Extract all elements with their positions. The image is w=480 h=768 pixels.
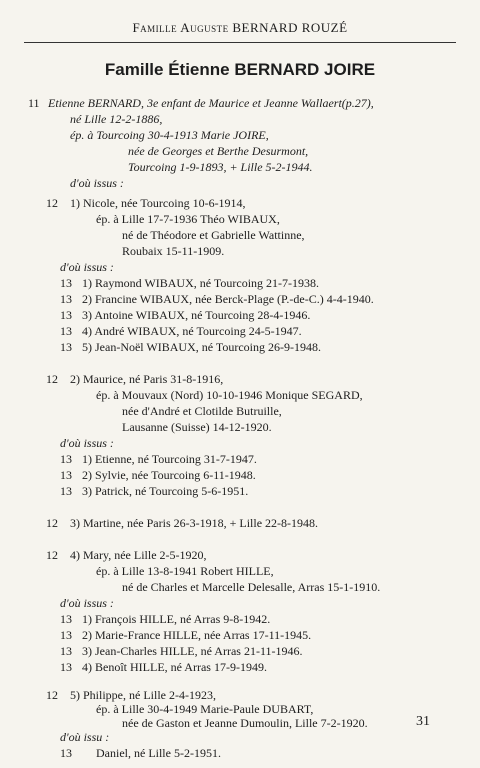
child-entry: 5) Jean-Noël WIBAUX, né Tourcoing 26-9-1948. [82, 340, 321, 354]
entry-line: née d'André et Clotilde Butruille, [122, 404, 282, 418]
child-entry: 1) Etienne, né Tourcoing 31-7-1947. [82, 452, 257, 466]
intro-line: ép. à Tourcoing 30-4-1913 Marie JOIRE, [70, 128, 269, 142]
generation-number: 13 [60, 628, 72, 642]
entry-line: 3) Martine, née Paris 26-3-1918, + Lille 22-8-1948. [70, 516, 319, 530]
generation-number: 13 [60, 308, 72, 322]
child-entry: 2) Marie-France HILLE, née Arras 17-11-1945. [82, 628, 312, 642]
entry-line: ép. à Mouvaux (Nord) 10-10-1946 Monique SEGARD, [96, 388, 363, 402]
issus-label: d'où issus : [60, 260, 114, 274]
generation-number: 13 [60, 644, 72, 658]
issus-label: d'où issus : [70, 176, 124, 190]
header-rule [24, 42, 456, 43]
entry-line: 5) Philippe, né Lille 2-4-1923, [70, 688, 216, 702]
intro-line: né Lille 12-2-1886, [70, 112, 163, 126]
entry-line: ép. à Lille 30-4-1949 Marie-Paule DUBART, [96, 702, 314, 716]
entry-line: Lausanne (Suisse) 14-12-1920. [122, 420, 272, 434]
generation-number: 13 [60, 340, 72, 354]
running-header: Famille Auguste BERNARD ROUZÉ [132, 20, 348, 35]
entry-line: né de Charles et Marcelle Delesalle, Arras 15-1-1910. [122, 580, 381, 594]
child-entry: Daniel, né Lille 5-2-1951. [96, 746, 221, 760]
child-entry: 1) François HILLE, né Arras 9-8-1942. [82, 612, 271, 626]
generation-number: 12 [46, 688, 58, 702]
child-entry: 2) Francine WIBAUX, née Berck-Plage (P.-de-C.) 4-4-1940. [82, 292, 374, 306]
child-entry: 2) Sylvie, née Tourcoing 6-11-1948. [82, 468, 256, 482]
issus-label: d'où issu : [60, 730, 110, 744]
entry-line: 1) Nicole, née Tourcoing 10-6-1914, [70, 196, 246, 210]
entry-line: née de Gaston et Jeanne Dumoulin, Lille 7-2-1920. [122, 716, 368, 730]
generation-number: 13 [60, 612, 72, 626]
child-entry: 4) Benoît HILLE, né Arras 17-9-1949. [82, 660, 267, 674]
child-entry: 3) Patrick, né Tourcoing 5-6-1951. [82, 484, 249, 498]
generation-number: 11 [28, 96, 40, 110]
generation-number: 12 [46, 372, 58, 386]
intro-line: Etienne BERNARD, 3e enfant de Maurice et Jeanne Wallaert(p.27), [48, 96, 374, 110]
issus-label: d'où issus : [60, 596, 114, 610]
child-entry: 4) André WIBAUX, né Tourcoing 24-5-1947. [82, 324, 302, 338]
generation-number: 13 [60, 324, 72, 338]
entry-line: 2) Maurice, né Paris 31-8-1916, [70, 372, 224, 386]
generation-number: 12 [46, 516, 58, 530]
generation-number: 13 [60, 746, 72, 760]
page-number: 31 [416, 714, 430, 729]
generation-number: 13 [60, 276, 72, 290]
page-title: Famille Étienne BERNARD JOIRE [104, 60, 376, 79]
generation-number: 13 [60, 468, 72, 482]
entry-line: né de Théodore et Gabrielle Wattinne, [122, 228, 305, 242]
generation-number: 13 [60, 452, 72, 466]
entry-line: ép. à Lille 13-8-1941 Robert HILLE, [96, 564, 274, 578]
intro-line: Tourcoing 1-9-1893, + Lille 5-2-1944. [128, 160, 313, 174]
child-entry: 3) Jean-Charles HILLE, né Arras 21-11-1946. [82, 644, 303, 658]
entry-line: ép. à Lille 17-7-1936 Théo WIBAUX, [96, 212, 280, 226]
generation-number: 12 [46, 196, 58, 210]
generation-number: 13 [60, 660, 72, 674]
child-entry: 3) Antoine WIBAUX, né Tourcoing 28-4-1946. [82, 308, 311, 322]
generation-number: 13 [60, 484, 72, 498]
issus-label: d'où issus : [60, 436, 114, 450]
generation-number: 13 [60, 292, 72, 306]
intro-line: née de Georges et Berthe Desurmont, [128, 144, 309, 158]
entry-line: Roubaix 15-11-1909. [122, 244, 225, 258]
generation-number: 12 [46, 548, 58, 562]
entry-line: 4) Mary, née Lille 2-5-1920, [70, 548, 207, 562]
child-entry: 1) Raymond WIBAUX, né Tourcoing 21-7-1938. [82, 276, 320, 290]
